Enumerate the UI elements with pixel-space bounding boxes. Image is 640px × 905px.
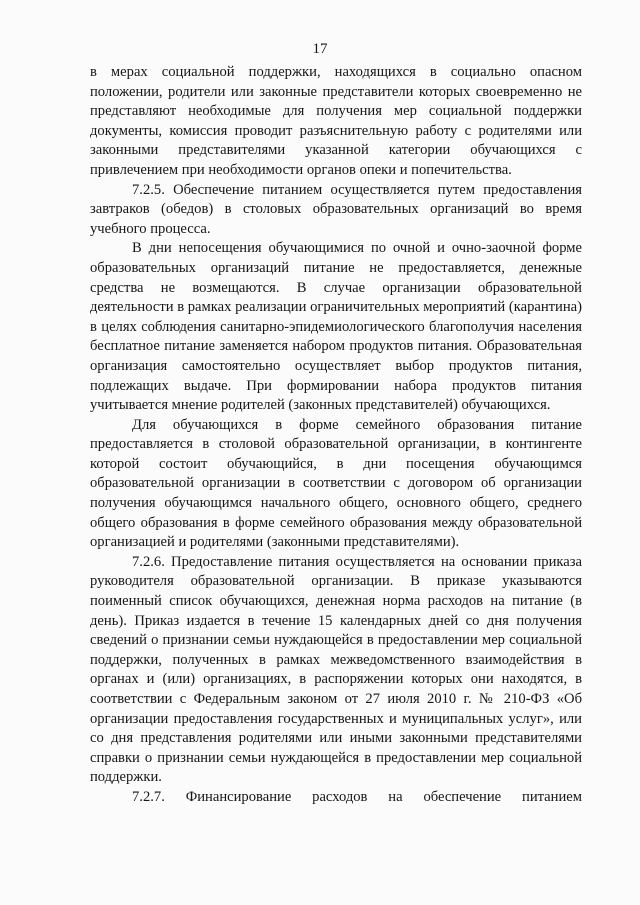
- paragraph-continuation: в мерах социальной поддержки, находящихся в социально опасном положении, родители или законные представители которых своевременно не представляют необходимые для получения мер социальной поддержки документы, комиссия проводит разъяснительную работу с родителями или законными представителями указанной категории обучающихся с привлечением при необходимости органов опеки и попечительства.: [90, 64, 582, 178]
- paragraph-family-education: Для обучающихся в форме семейного образования питание предоставляется в столовой образовательной организации, в контингенте которой состоит обучающийся, в дни посещения обучающимся образовательной организации в соответствии с договором об организации получения обучающимся начального общего, основного общего, среднего общего образования в форме семейного образования между образовательной организацией и родителями (законными представителями).: [90, 416, 582, 551]
- page-number: 17: [312, 41, 328, 57]
- paragraph-non-attendance: В дни непосещения обучающимися по очной и очно-заочной форме образовательных организаций питание не предоставляется, денежные средства не возмещаются. В случае организации образовательной деятельности в рамках реализации ограничительных мероприятий (карантина) в целях соблюдения санитарно-эпидемиологического благополучия населения бесплатное питание заменяется набором продуктов питания. Образовательная организация самостоятельно осуществляет выбор продуктов питания, подлежащих выдаче. При формировании набора продуктов питания учитывается мнение родителей (законных представителей) обучающихся.: [90, 240, 582, 414]
- paragraph-7-2-6: 7.2.6. Предоставление питания осуществляется на основании приказа руководителя образовательной организации. В приказе указываются поименный список обучающихся, денежная норма расходов на питание (в день). Приказ издается в течение 15 календарных дней со дня получения сведений о признании семьи нуждающейся в предоставлении мер социальной поддержки, полученных в рамках межведомственного взаимодействия в органах и (или) организациях, в распоряжении которых они находятся, в соответствии с Федеральным законом от 27 июля 2010 г. № 210-ФЗ «Об организации предоставления государственных и муниципальных услуг», или со дня представления родителями или иными законными представителями справки о признании семьи нуждающейся в предоставлении мер социальной поддержки.: [90, 553, 582, 786]
- document-body: [90, 63, 582, 808]
- paragraph-7-2-5: 7.2.5. Обеспечение питанием осуществляется путем предоставления завтраков (обедов) в столовых образовательных организаций во время учебного процесса.: [90, 181, 582, 237]
- paragraph-7-2-7: 7.2.7. Финансирование расходов на обеспечение питанием: [132, 788, 582, 805]
